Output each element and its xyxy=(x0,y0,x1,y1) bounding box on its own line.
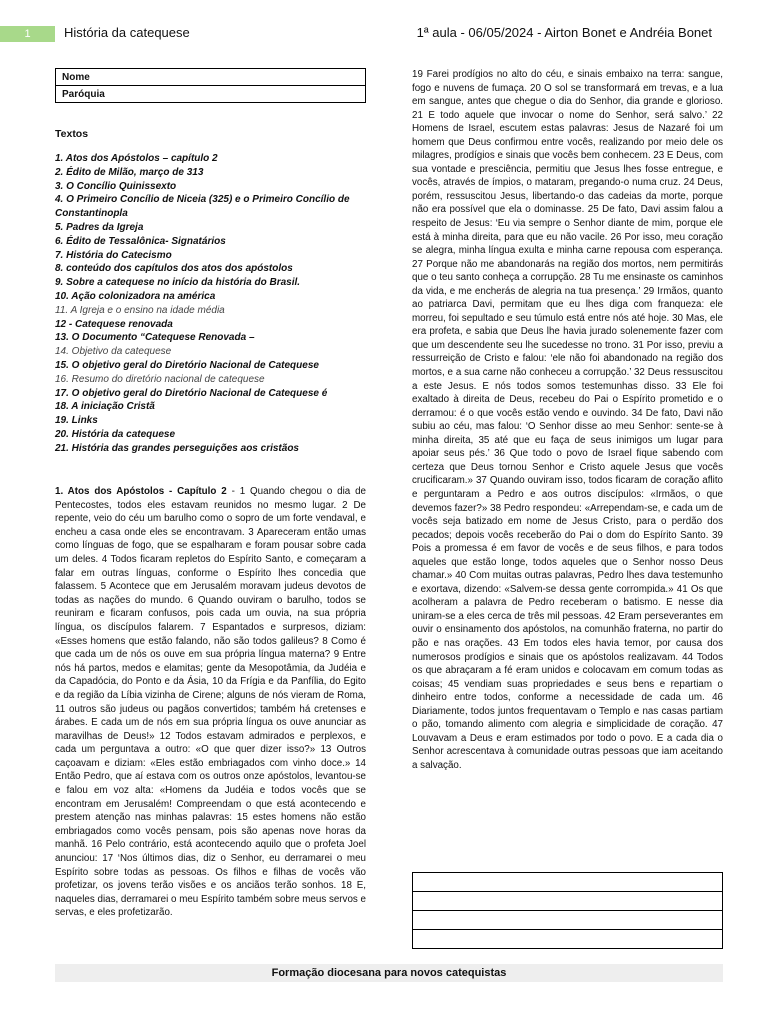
page-number: 1 xyxy=(0,26,55,42)
toc-item[interactable]: 13. O Documento “Catequese Renovada – xyxy=(55,332,255,344)
toc-item[interactable]: 11. A Igreja e o ensino na idade média xyxy=(55,304,225,316)
toc-item[interactable]: 21. História das grandes perseguições aos cristãos xyxy=(55,442,299,454)
notes-line[interactable] xyxy=(413,873,723,892)
toc-item[interactable]: 1. Atos dos Apóstolos – capítulo 2 xyxy=(55,153,218,164)
toc-item[interactable]: 15. O objetivo geral do Diretório Nacional de Catequese xyxy=(55,359,319,371)
name-field[interactable]: Nome xyxy=(56,69,366,86)
toc-item[interactable]: 6. Édito de Tessalônica- Signatários xyxy=(55,235,226,247)
toc-item[interactable]: 17. O objetivo geral do Diretório Nacional de Catequese é xyxy=(55,387,328,399)
page-footer: Formação diocesana para novos catequistas xyxy=(55,964,723,982)
toc-item[interactable]: 12 - Catequese renovada xyxy=(55,318,173,330)
student-info-table xyxy=(55,68,366,103)
chapter-text-right: 19 Farei prodígios no alto do céu, e sinais embaixo na terra: sangue, fogo e nuvens de fumaça. 20 O sol se transformará em trevas, e a lua em sangue, antes que chegue o dia do Senhor, dia grande e glorioso. 21 E todo aquele que invocar o nome do Senhor, será salvo.’ 22 Homens de Israel, escutem estas palavras: Jesus de Nazaré foi um homem que Deus confirmou entre vocês, realizando por meio dele os milagres, prodígios e sinais que vocês bem conhecem. 23 E Deus, com sua vontade e presciência, permitiu que Jesus lhes fosse entregue, e vocês, através de ímpios, o mataram, pregando-o numa cruz. 24 Deus, porém, ressuscitou Jesus, libertando-o das cadeias da morte, porque não era possível que ela o dominasse. 25 De fato, Davi assim falou a respeito de Jesus: ‘Eu via sempre o Senhor diante de mim, porque ele está à minha direita, para que eu não vacile. 26 Por isso, meu coração se alegra, minha língua exulta e minha carne repousa com esperança. 27 Porque não me abandonarás na região dos mortos, nem permitirás que o teu santo conheça a corrupção. 28 Tu me ensinaste os caminhos da vida, e me encherás de alegria na tua presença.’ 29 Irmãos, quanto ao patriarca Davi, permitam que eu lhes diga com franqueza: ele morreu, foi sepultado e seu túmulo está entre nós até hoje. 30 Mas, ele era profeta, e sabia que Deus lhe havia jurado solenemente fazer com que um descendente seu lhe sucedesse no trono. 31 Por isso, previu a ressurreição de Cristo e falou: ‘ele não foi abandonado na região dos mortos, e a sua carne não conheceu a corrupção.’ 32 Deus ressuscitou a este Jesus. E nós todos somos testemunhas disso. 33 Ele foi exaltado à direita de Deus, recebeu do Pai o Espírito prometido e o derramou: é o que vocês estão vendo e ouvindo. 34 De fato, Davi não subiu ao céu, mas falou: ‘O Senhor disse ao meu Senhor: sente-se à minha direita, 35 até que eu faça de seus inimigos um lugar para apoiar seus pés.’ 36 Que todo o povo de Israel fique sabendo com certeza que Deus tornou Senhor e Cristo aquele Jesus que vocês crucificaram.» 37 Quando ouviram isso, todos ficaram de coração aflito e perguntaram a Pedro e aos outros discípulos: «Irmãos, o que devemos fazer?» 38 Pedro respondeu: «Arrependam-se, e cada um de vocês seja batizado em nome de Jesus Cristo, para o perdão dos pecados; depois vocês receberão do Pai o dom do Espírito Santo. 39 Pois a promessa é em favor de vocês e de seus filhos, e para todos aqueles que estão longe, todos aqueles que o Senhor nosso Deus chamar.» 40 Com muitas outras palavras, Pedro lhes dava testemunho e exortava, dizendo: «Salvem-se dessa gente corrompida.» 41 Os que acolheram a palavra de Pedro receberam o batismo. E nesse dia uniram-se a eles cerca de três mil pessoas. 42 Eram perseverantes em ouvir o ensinamento dos apóstolos, na comunhão fraterna, no partir do pão e nas orações. 43 Em todos eles havia temor, por causa dos numerosos prodígios e sinais que os apóstolos realizavam. 44 Todos os que abraçaram a fé eram unidos e colocavam em comum todas as coisas; 45 vendiam suas propriedades e seus bens e repartiam o dinheiro entre todos, conforme a necessidade de cada um. 46 Diariamente, todos juntos frequentavam o Templo e nas casas partiam o pão, tomando alimento com alegria e simplicidade de coração. 47 Louvavam a Deus e eram estimados por todo o povo. E a cada dia o Senhor acrescentava à comunidade outras pessoas que iam aceitando a salvação. xyxy=(412,69,723,771)
notes-line[interactable] xyxy=(413,892,723,911)
toc-item[interactable]: 14. Objetivo da catequese xyxy=(55,346,172,358)
lesson-info: 1ª aula - 06/05/2024 - Airton Bonet e Andréia Bonet xyxy=(416,25,712,40)
toc-item[interactable]: 3. O Concílio Quinissexto xyxy=(55,180,177,192)
toc-item[interactable]: 9. Sobre a catequese no início da história do Brasil. xyxy=(55,277,301,289)
toc-item[interactable]: 8. conteúdo dos capítulos dos atos dos apóstolos xyxy=(55,263,293,275)
texts-heading: Textos xyxy=(55,128,89,140)
parish-field[interactable]: Paróquia xyxy=(56,86,366,103)
toc-item[interactable]: 19. Links xyxy=(55,415,98,427)
toc-item[interactable]: 10. Ação colonizadora na américa xyxy=(55,290,216,302)
toc-item[interactable]: 20. História da catequese xyxy=(55,428,176,440)
chapter-body-left: - 1 Quando chegou o dia de Pentecostes, todos eles estavam reunidos no mesmo lugar. 2 De repente, veio do céu um barulho como o sopro de um forte vendaval, e encheu a casa onde eles se encontravam. 3 Apareceram então umas como línguas de fogo, que se espalharam e foram pousar sobre cada um deles. 4 Todos ficaram repletos do Espírito Santo, e começaram a falar em outras línguas, conforme o Espírito lhes concedia que falassem. 5 Acontece que em Jerusalém moravam judeus devotos de todas as nações do mundo. 6 Quando ouviram o barulho, todos se reuniram e ficaram confusos, pois cada um ouvia, na sua própria língua, os discípulos falarem. 7 Espantados e surpresos, diziam: «Esses homens que estão falando, não são todos galileus? 8 Como é que cada um de nós os ouve em sua própria língua materna? 9 Entre nós há partos, medos e elamitas; gente da Mesopotâmia, da Judéia e da Capadócia, do Ponto e da Ásia, 10 da Frígia e da Panfília, do Egito e da região da Líbia vizinha de Cirene; alguns de nós vieram de Roma, 11 outros são judeus ou pagãos convertidos; também há cretenses e árabes. E cada um de nós em sua própria língua os ouve anunciar as maravilhas de Deus!» 12 Todos estavam admirados e perplexos, e cada um perguntava a outro: «O que quer dizer isso?» 13 Outros caçoavam e diziam: «Eles estão embriagados com vinho doce.» 14 Então Pedro, que aí estava com os outros onze apóstolos, levantou-se e falou em voz alta: «Homens da Judéia e todos vocês que se encontram em Jerusalém! Compreendam o que está acontecendo e prestem atenção nas minhas palavras: 15 estes homens não estão embriagados como vocês pensam, pois são apenas nove horas da manhã. 16 Pelo contrário, está acontecendo aquilo que o profeta Joel anunciou: 17 ‘Nos últimos dias, diz o Senhor, eu derramarei o meu Espírito sobre todas as pessoas. Os filhos e filhas de vocês vão profetizar, os jovens terão visões e os anciãos terão sonhos. 18 E, naqueles dias, derramarei o meu Espírito também sobre meus servos e servas, e eles profetizarão. xyxy=(55,486,366,919)
notes-line[interactable] xyxy=(413,911,723,930)
toc-item[interactable]: 16. Resumo do diretório nacional de catequese xyxy=(55,373,265,385)
document-title: História da catequese xyxy=(64,25,190,40)
chapter-text-left xyxy=(55,485,366,920)
notes-line[interactable] xyxy=(413,930,723,949)
table-of-contents xyxy=(55,152,366,456)
toc-item[interactable]: 2. Édito de Milão, março de 313 xyxy=(55,166,204,178)
toc-item[interactable]: 7. História do Catecismo xyxy=(55,249,172,261)
chapter-title: 1. Atos dos Apóstolos - Capítulo 2 xyxy=(55,486,227,497)
toc-item[interactable]: 5. Padres da Igreja xyxy=(55,221,144,233)
toc-item[interactable]: 18. A iniciação Cristã xyxy=(55,401,155,413)
page-header xyxy=(0,24,768,44)
toc-item[interactable]: 4. O Primeiro Concílio de Niceia (325) e o Primeiro Concílio de Constantinopla xyxy=(55,194,350,220)
notes-table xyxy=(412,872,723,949)
